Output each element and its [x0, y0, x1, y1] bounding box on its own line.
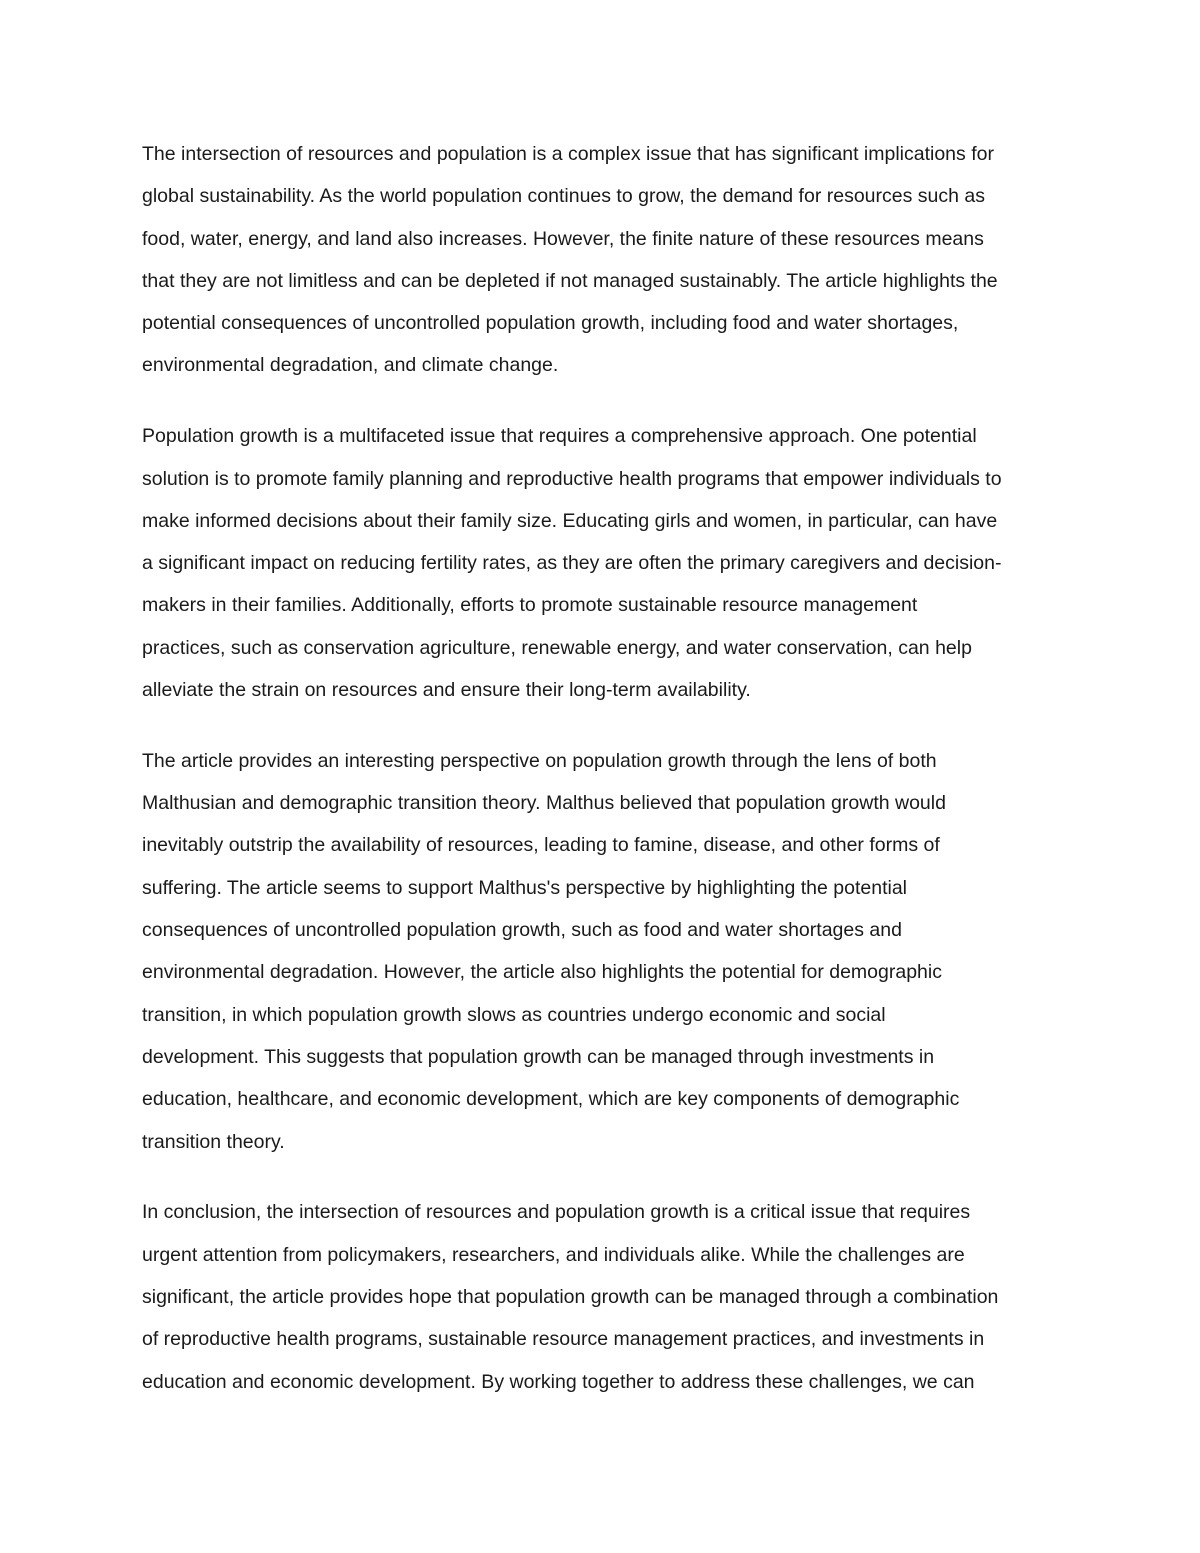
- text-line: global sustainability. As the world population continues to grow, the demand for resources such as: [142, 185, 985, 208]
- text-line: makers in their families. Additionally, efforts to promote sustainable resource management: [142, 594, 918, 617]
- text-line: solution is to promote family planning and reproductive health programs that empower individuals to: [142, 467, 1002, 490]
- text-line: that they are not limitless and can be depleted if not managed sustainably. The article highlights the: [142, 269, 998, 292]
- text-line: make informed decisions about their family size. Educating girls and women, in particular, can have: [142, 509, 998, 532]
- text-line: In conclusion, the intersection of resources and population growth is a critical issue that requires: [142, 1201, 971, 1224]
- text-line: practices, such as conservation agriculture, renewable energy, and water conservation, can help: [142, 636, 972, 659]
- text-line: alleviate the strain on resources and ensure their long-term availability.: [142, 679, 751, 702]
- text-line: suffering. The article seems to support Malthus's perspective by highlighting the potential: [142, 876, 908, 899]
- paragraph-2: [142, 415, 1064, 711]
- text-line: environmental degradation, and climate change.: [142, 354, 559, 377]
- text-line: inevitably outstrip the availability of resources, leading to famine, disease, and other forms of: [142, 834, 940, 857]
- text-line: potential consequences of uncontrolled population growth, including food and water shortages,: [142, 312, 959, 335]
- text-line: Population growth is a multifaceted issue that requires a comprehensive approach. One potential: [142, 425, 977, 448]
- text-line: transition theory.: [142, 1130, 285, 1153]
- text-line: education and economic development. By working together to address these challenges, we can: [142, 1370, 975, 1393]
- text-line: urgent attention from policymakers, researchers, and individuals alike. While the challenges are: [142, 1243, 965, 1266]
- text-line: consequences of uncontrolled population growth, such as food and water shortages and: [142, 919, 902, 942]
- text-line: The article provides an interesting perspective on population growth through the lens of both: [142, 749, 937, 772]
- paragraph-3: [142, 740, 1064, 1163]
- paragraph-4: [142, 1191, 1064, 1402]
- text-line: a significant impact on reducing fertility rates, as they are often the primary caregivers and decision-: [142, 552, 1002, 575]
- text-line: development. This suggests that population growth can be managed through investments in: [142, 1045, 935, 1068]
- text-line: environmental degradation. However, the article also highlights the potential for demographic: [142, 961, 942, 984]
- paragraph-1: [142, 133, 1064, 387]
- text-line: food, water, energy, and land also increases. However, the finite nature of these resources means: [142, 227, 984, 250]
- text-line: transition, in which population growth slows as countries undergo economic and social: [142, 1003, 886, 1026]
- text-line: significant, the article provides hope that population growth can be managed through a combination: [142, 1285, 999, 1308]
- text-line: Malthusian and demographic transition theory. Malthus believed that population growth would: [142, 792, 946, 815]
- text-line: of reproductive health programs, sustainable resource management practices, and investments in: [142, 1328, 985, 1351]
- document-body: [142, 133, 1064, 1431]
- text-line: education, healthcare, and economic development, which are key components of demographic: [142, 1088, 960, 1111]
- text-line: The intersection of resources and population is a complex issue that has significant implications for: [142, 143, 994, 165]
